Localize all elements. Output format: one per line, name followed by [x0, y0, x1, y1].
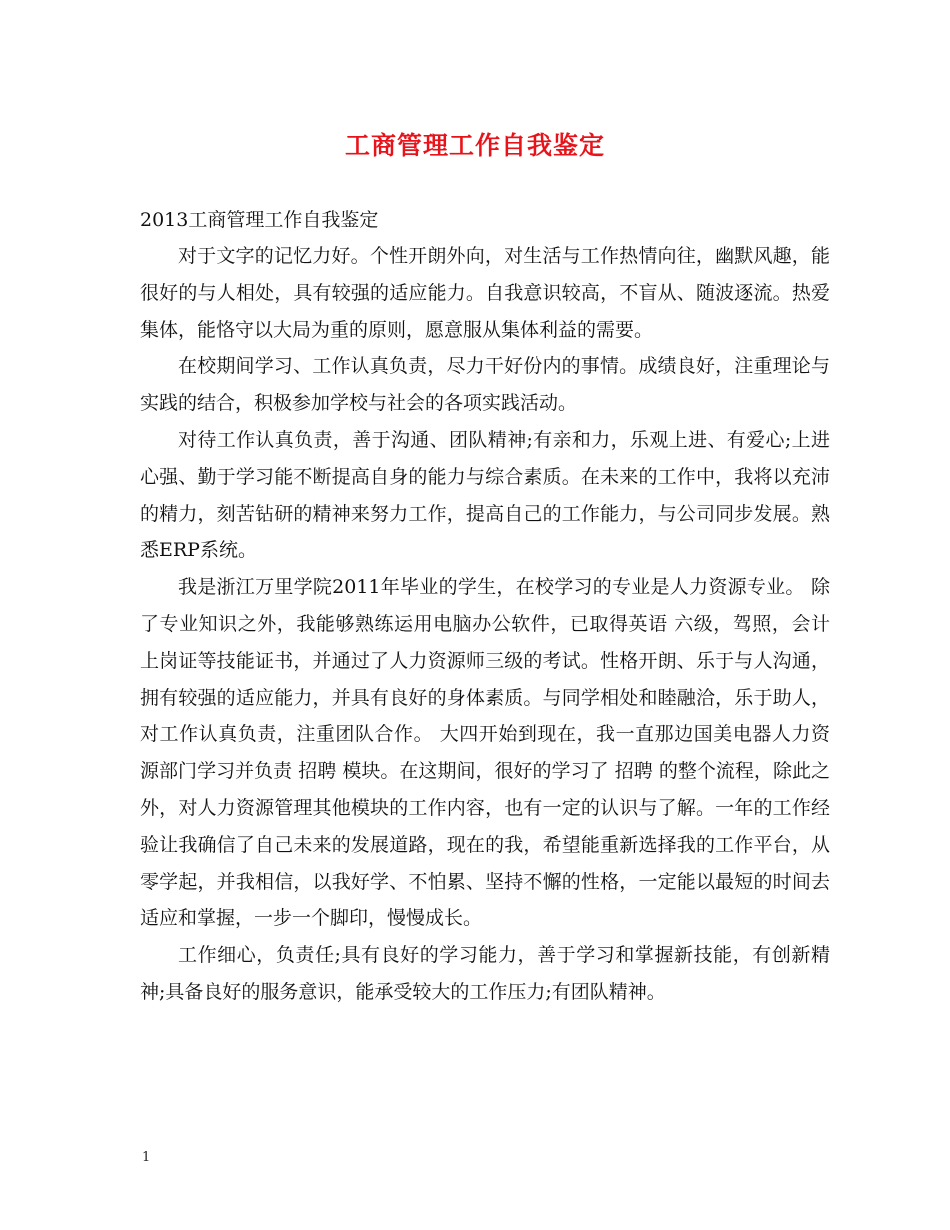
page-number: 1: [142, 1150, 151, 1165]
paragraph-3: 对待工作认真负责，善于沟通、团队精神;有亲和力，乐观上进、有爱心;上进心强、勤于学习能不断提高自身的能力与综合素质。在未来的工作中，我将以充沛的精力，刻苦钻研的精神来努力工作，提高自己的工作能力，与公司同步发展。熟悉ERP系统。: [140, 428, 830, 562]
paragraph-1: 对于文字的记忆力好。个性开朗外向，对生活与工作热情向往，幽默风趣，能很好的与人相处，具有较强的适应能力。自我意识较高，不盲从、随波逐流。热爱集体，能恪守以大局为重的原则，愿意服从集体利益的需要。: [140, 245, 830, 341]
paragraph-5: 工作细心，负责任;具有良好的学习能力，善于学习和掌握新技能，有创新精神;具备良好的服务意识，能承受较大的工作压力;有团队精神。: [140, 944, 830, 1003]
paragraph-2: 在校期间学习、工作认真负责，尽力干好份内的事情。成绩良好，注重理论与实践的结合，积极参加学校与社会的各项实践活动。: [140, 355, 830, 415]
document-title: 工商管理工作自我鉴定: [344, 131, 605, 160]
document-body: [140, 202, 830, 1011]
paragraph-4: 我是浙江万里学院2011年毕业的学生，在校学习的专业是人力资源专业。 除了专业知识之外，我能够熟练运用电脑办公软件，已取得英语 六级，驾照，会计上岗证等技能证书，并通过了人力资源师三级的考试。性格开朗、乐于与人沟通，拥有较强的适应能力，并具有良好的身体素质。与同学相处和睦融洽，乐于助人，对工作认真负责，注重团队合作。 大四开始到现在，我一直那边国美电器人力资源部门学习并负责 招聘 模块。在这期间，很好的学习了 招聘 的整个流程，除此之外，对人力资源管理其他模块的工作内容，也有一定的认识与了解。一年的工作经验让我确信了自己未来的发展道路，现在的我，希望能重新选择我的工作平台，从零学起，并我相信，以我好学、不怕累、坚持不懈的性格，一定能以最短的时间去适应和掌握，一步一个脚印，慢慢成长。: [140, 576, 830, 930]
document-subtitle: 2013工商管理工作自我鉴定: [140, 209, 379, 231]
